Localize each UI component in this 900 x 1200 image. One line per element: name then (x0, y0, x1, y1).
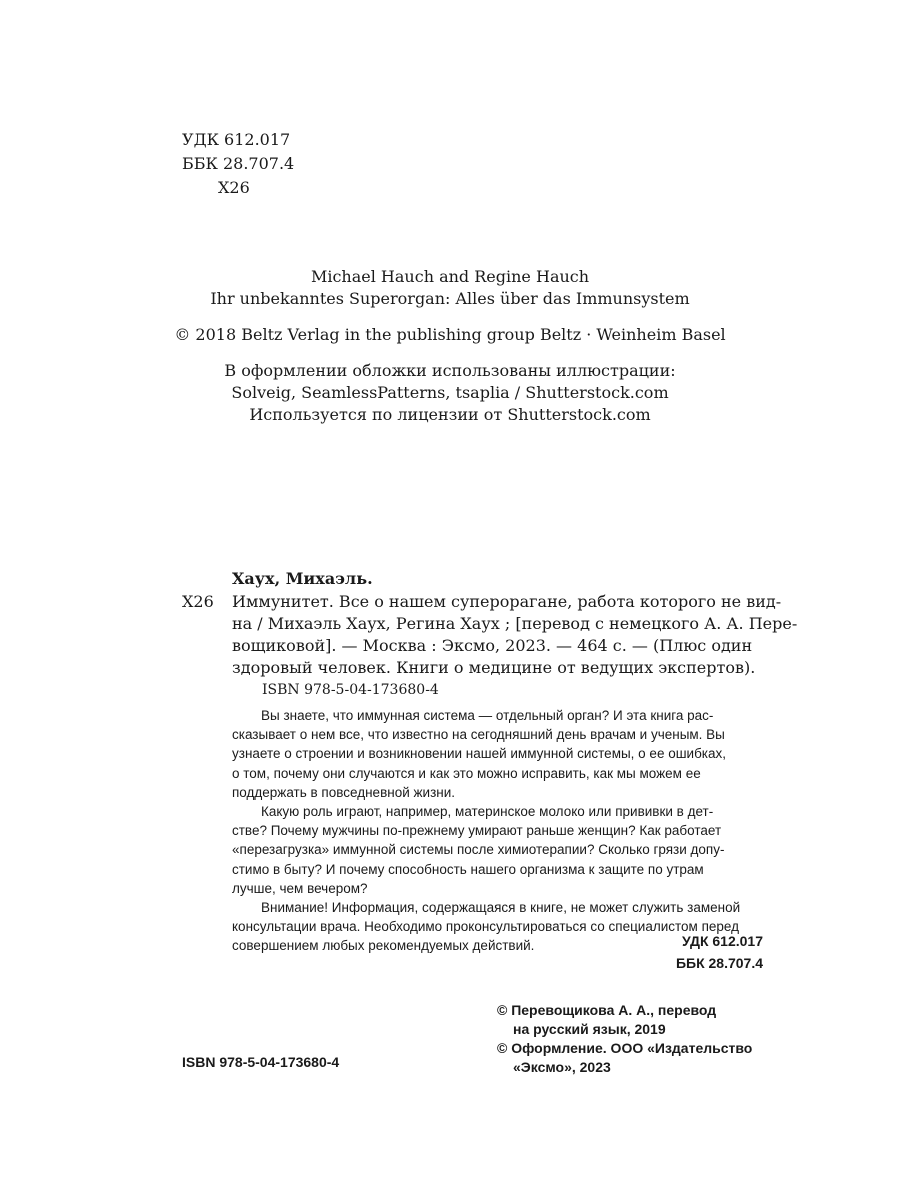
illustration-line-1: В оформлении обложки использованы иллюстрации: (224, 361, 676, 380)
copyright-block (497, 1001, 752, 1077)
annotation-line: лучше, чем вечером? (232, 880, 368, 896)
bibliographic-line: здоровый человек. Книги о медицине от ведущих экспертов). (232, 658, 756, 677)
design-copyright-line-1: © Оформление. ООО «Издательство (497, 1040, 753, 1056)
annotation-line: Внимание! Информация, содержащаяся в книге, не может служить заменой (261, 900, 741, 916)
bibliographic-description (232, 591, 798, 679)
udk-code: УДК 612.017 (182, 130, 291, 149)
annotation-bbk: ББК 28.707.4 (675, 955, 763, 971)
illustration-credits (0, 360, 900, 426)
translation-copyright-line-2: на русский язык, 2019 (513, 1021, 666, 1037)
bibliographic-author-heading: Хаух, Михаэль. (232, 569, 373, 588)
bibliographic-isbn: ISBN 978-5-04-173680-4 (262, 682, 439, 698)
translation-copyright-line-1: © Перевощикова А. А., перевод (497, 1002, 717, 1018)
original-copyright (0, 324, 900, 346)
illustration-line-3: Используется по лицензии от Shutterstock.com (249, 405, 651, 424)
original-title: Ihr unbekanntes Superorgan: Alles über das Immunsystem (210, 289, 690, 308)
bibliographic-line: на / Михаэль Хаух, Регина Хаух ; [перевод с немецкого А. А. Пере- (232, 614, 798, 633)
annotation-line: «перезагрузка» иммунной системы после химиотерапии? Сколько грязи допу- (232, 842, 725, 858)
annotation-line: совершением любых рекомендуемых действий. (232, 938, 535, 954)
annotation-line: Какую роль играют, например, материнское молоко или прививки в дет- (261, 804, 714, 820)
original-edition (0, 266, 900, 310)
original-copyright-text: © 2018 Beltz Verlag in the publishing group Beltz · Weinheim Basel (174, 325, 726, 344)
bibliographic-line: вощиковой]. — Москва : Эксмо, 2023. — 464 с. — (Плюс один (232, 636, 753, 655)
annotation-line: о том, почему они случаются и как это можно исправить, как мы можем ее (232, 765, 701, 781)
annotation-line: сказывает о нем все, что известно на сегодняшний день врачам и ученым. Вы (232, 727, 725, 743)
annotation-codes (600, 930, 763, 974)
annotation-line: поддержать в повседневной жизни. (232, 784, 456, 800)
annotation-line: стимо в быту? И почему способность нашего организма к защите по утрам (232, 861, 704, 877)
original-authors: Michael Hauch and Regine Hauch (310, 267, 590, 286)
annotation-line: Вы знаете, что иммунная система — отдельный орган? И эта книга рас- (261, 708, 714, 723)
bibliographic-line: Иммунитет. Все о нашем суперорагане, работа которого не вид- (232, 592, 782, 611)
illustration-line-2: Solveig, SeamlessPatterns, tsaplia / Shutterstock.com (231, 383, 669, 402)
annotation-udk: УДК 612.017 (681, 933, 763, 949)
annotation-line: консультации врача. Необходимо проконсультироваться со специалистом перед (232, 919, 740, 935)
design-copyright-line-2: «Эксмо», 2023 (513, 1059, 611, 1075)
annotation-line: стве? Почему мужчины по-прежнему умирают раньше женщин? Как работает (232, 823, 722, 839)
bibliographic-code: Х26 (182, 592, 214, 611)
bbk-code: ББК 28.707.4 (182, 154, 295, 173)
annotation (232, 706, 763, 956)
author-mark: Х26 (218, 178, 250, 197)
footer-isbn: ISBN 978-5-04-173680-4 (182, 1054, 340, 1070)
annotation-line: узнаете о строении и возникновении нашей иммунной системы, о ее ошибках, (232, 746, 727, 762)
